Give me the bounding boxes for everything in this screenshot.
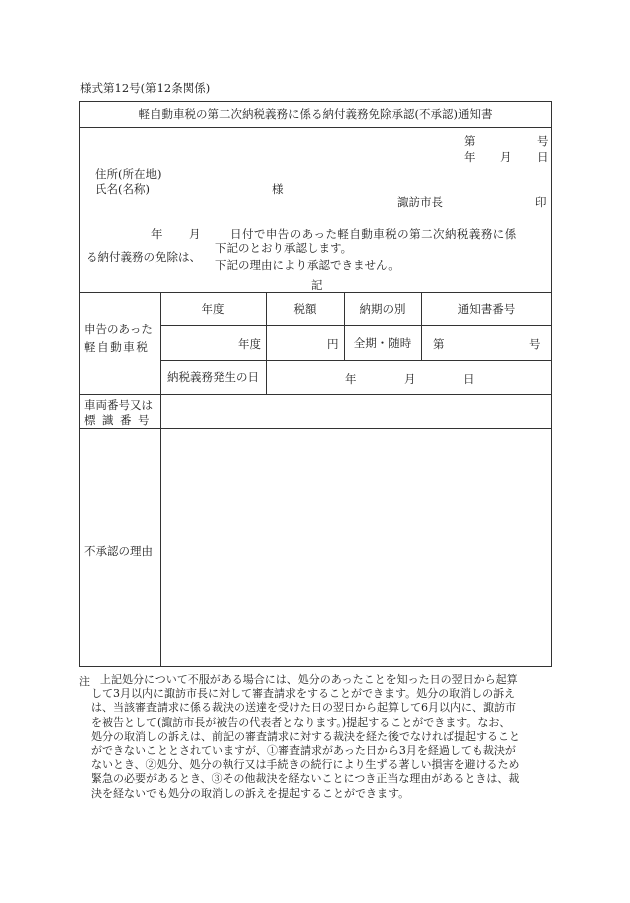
vehicle-label-1: 車両番号又は	[84, 398, 153, 412]
section-label-1: 申告のあった	[84, 322, 153, 336]
divider	[266, 360, 267, 394]
note-line: 上記処分について不服がある場合には、処分のあったことを知った日の翌日から起算	[100, 673, 518, 686]
ki-mark: 記	[311, 278, 323, 292]
row-nendo: 年度	[238, 337, 261, 351]
note-line: 決を経ないでも処分の取消しの訴えを提起することができます。	[91, 786, 410, 800]
row-term: 全期・随時	[353, 335, 412, 350]
row-go: 号	[529, 337, 541, 351]
note-text	[79, 673, 551, 801]
occurrence-month: 月	[404, 372, 416, 386]
body-line-1: 日付で申告のあった軽自動車税の第二次納税義務に係	[230, 227, 517, 241]
divider	[79, 428, 552, 429]
document-title	[79, 101, 552, 127]
body-year: 年	[151, 227, 163, 241]
vehicle-label-2: 標識番号	[84, 413, 156, 427]
header-notice-number: 通知書番号	[457, 301, 516, 316]
note-line: ができないこととされていますが、①審査請求があった日から3月を経過しても裁決が	[91, 744, 516, 758]
date-month: 月	[500, 150, 512, 164]
occurrence-day: 日	[463, 372, 475, 386]
header-term: 納期の別	[359, 301, 406, 316]
note-mark: 注	[79, 675, 90, 688]
document-title-text: 軽自動車税の第二次納税義務に係る納付義務免除承認(不承認)通知書	[138, 107, 493, 121]
divider	[79, 127, 552, 128]
doc-number-go: 号	[537, 134, 549, 148]
header-zeigaku: 税額	[293, 301, 317, 316]
name-label: 氏名(名称)	[95, 182, 150, 196]
option-approve: 下記のとおり承認します。	[215, 241, 353, 255]
option-deny: 下記の理由により承認できません。	[215, 258, 400, 272]
date-day: 日	[537, 150, 549, 164]
form-id: 様式第12号(第12条関係)	[80, 81, 211, 95]
body-line-2: る納付義務の免除は、	[86, 250, 201, 264]
body-month: 月	[189, 227, 201, 241]
sama-label: 様	[272, 182, 284, 196]
occurrence-year: 年	[345, 372, 357, 386]
note-line: は、当該審査請求に係る裁決の送達を受けた日の翌日から起算して6月以内に、諏訪市	[91, 701, 516, 715]
note-line: ないとき、②処分、処分の執行又は手続きの続行により生ずる著しい損害を避けるため	[91, 758, 520, 772]
row-en: 円	[327, 337, 339, 351]
divider	[79, 394, 552, 395]
note-line: して3月以内に諏訪市長に対して審査請求をすることができます。処分の取消しの訴え	[91, 687, 516, 701]
row-dai: 第	[433, 337, 445, 351]
note-line: を被告として(諏訪市長が被告の代表者となります。)提起することができます。なお、	[91, 715, 511, 729]
doc-number-dai: 第	[464, 134, 476, 148]
note-line: 緊急の必要があるとき、③その他裁決を経ないことにつき正当な理由があるときは、裁	[91, 772, 520, 786]
section-label-2: 軽自動車税	[84, 340, 150, 354]
reason-label: 不承認の理由	[84, 544, 153, 558]
occurrence-label: 納税義務発生の日	[167, 370, 259, 384]
divider	[160, 292, 161, 667]
address-label: 住所(所在地)	[95, 167, 162, 181]
mayor-label: 諏訪市長	[397, 195, 443, 209]
note-line: 処分の取消しの訴えは、前記の審査請求に対する裁決を経た後でなければ提起すること	[91, 729, 520, 743]
seal-mark: 印	[535, 195, 547, 209]
header-nendo: 年度	[201, 301, 225, 316]
date-year: 年	[464, 150, 476, 164]
